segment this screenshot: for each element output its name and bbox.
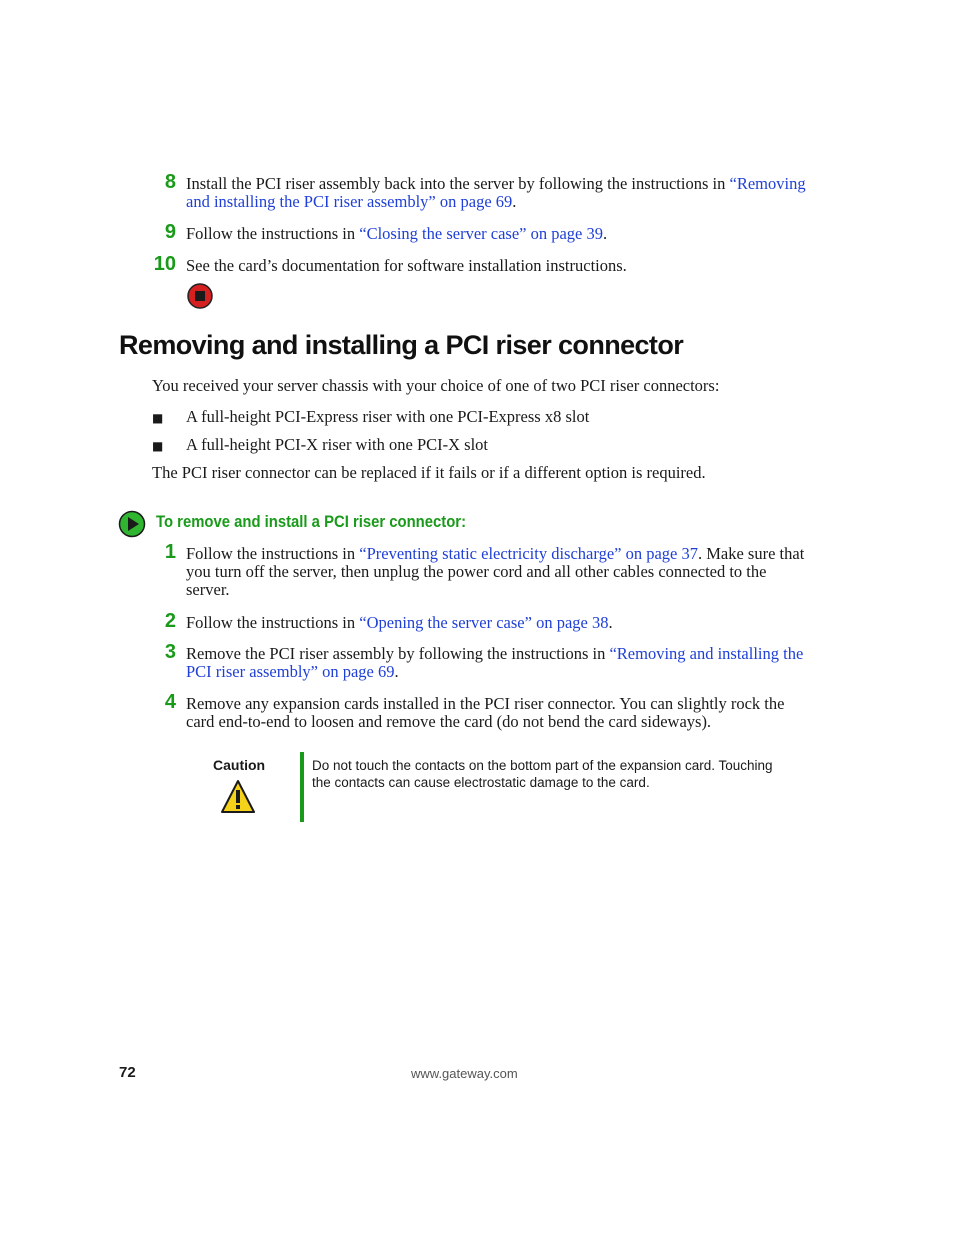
step-number-9: 9 <box>164 221 176 243</box>
caution-text: Do not touch the contacts on the bottom part of the expansion card. Touching the contacts can cause electrostatic damage to the card. <box>312 758 773 790</box>
link-removing-installing-riser-assembly[interactable]: “Removing and installing the PCI riser assembly” on page 69 <box>186 174 806 211</box>
page-number: 72 <box>119 1064 136 1081</box>
step-text-8: Install the PCI riser assembly back into the server by following the instructions in “Removing and installing the PCI riser assembly” on page 69. <box>186 174 806 211</box>
section-intro: You received your server chassis with your choice of one of two PCI riser connectors: <box>152 376 720 395</box>
bullet-item: A full-height PCI-Express riser with one PCI-Express x8 slot <box>186 407 590 426</box>
step-text-9: Follow the instructions in “Closing the server case” on page 39. <box>186 224 608 243</box>
proc-step-number-1: 1 <box>164 541 176 563</box>
link-closing-server-case[interactable]: “Closing the server case” on page 39 <box>359 224 603 243</box>
caution-label: Caution <box>213 757 266 773</box>
proc-step-number-2: 2 <box>164 610 176 632</box>
bullet-marker: ■ <box>152 411 164 425</box>
link-preventing-static-discharge[interactable]: “Preventing static electricity discharge” on page 37 <box>359 544 698 563</box>
proc-step-text-2: Follow the instructions in “Opening the server case” on page 38. <box>186 613 613 632</box>
proc-step-text-4: Remove any expansion cards installed in the PCI riser connector. You can slightly rock the card end-to-end to loosen and remove the card (do not bend the card sideways). <box>186 694 785 731</box>
bullet-item: A full-height PCI-X riser with one PCI-X slot <box>186 435 489 454</box>
caution-divider <box>300 752 304 822</box>
section-note: The PCI riser connector can be replaced if it fails or if a different option is required. <box>152 463 706 482</box>
link-opening-server-case[interactable]: “Opening the server case” on page 38 <box>359 613 609 632</box>
bullet-marker: ■ <box>152 439 164 453</box>
proc-step-number-3: 3 <box>164 641 176 663</box>
section-title: Removing and installing a PCI riser connector <box>119 330 684 360</box>
step-number-10: 10 <box>153 253 176 275</box>
proc-step-text-1: Follow the instructions in “Preventing static electricity discharge” on page 37. Make sure that you turn off the server, then unplug the power cord and all other cables connected to the server. <box>186 544 805 599</box>
proc-step-text-3: Remove the PCI riser assembly by following the instructions in “Removing and installing the PCI riser assembly” on page 69. <box>186 644 804 681</box>
procedure-title: To remove and install a PCI riser connector: <box>156 513 467 531</box>
stop-icon <box>187 283 213 309</box>
step-text-10: See the card’s documentation for software installation instructions. <box>186 256 627 275</box>
link-removing-installing-riser-assembly[interactable]: “Removing and installing the PCI riser assembly” on page 69 <box>186 644 804 681</box>
warning-triangle-icon <box>219 778 257 816</box>
footer-url: www.gateway.com <box>411 1066 518 1081</box>
proc-step-number-4: 4 <box>164 691 176 713</box>
play-arrow-icon <box>118 510 146 538</box>
step-number-8: 8 <box>164 171 176 193</box>
